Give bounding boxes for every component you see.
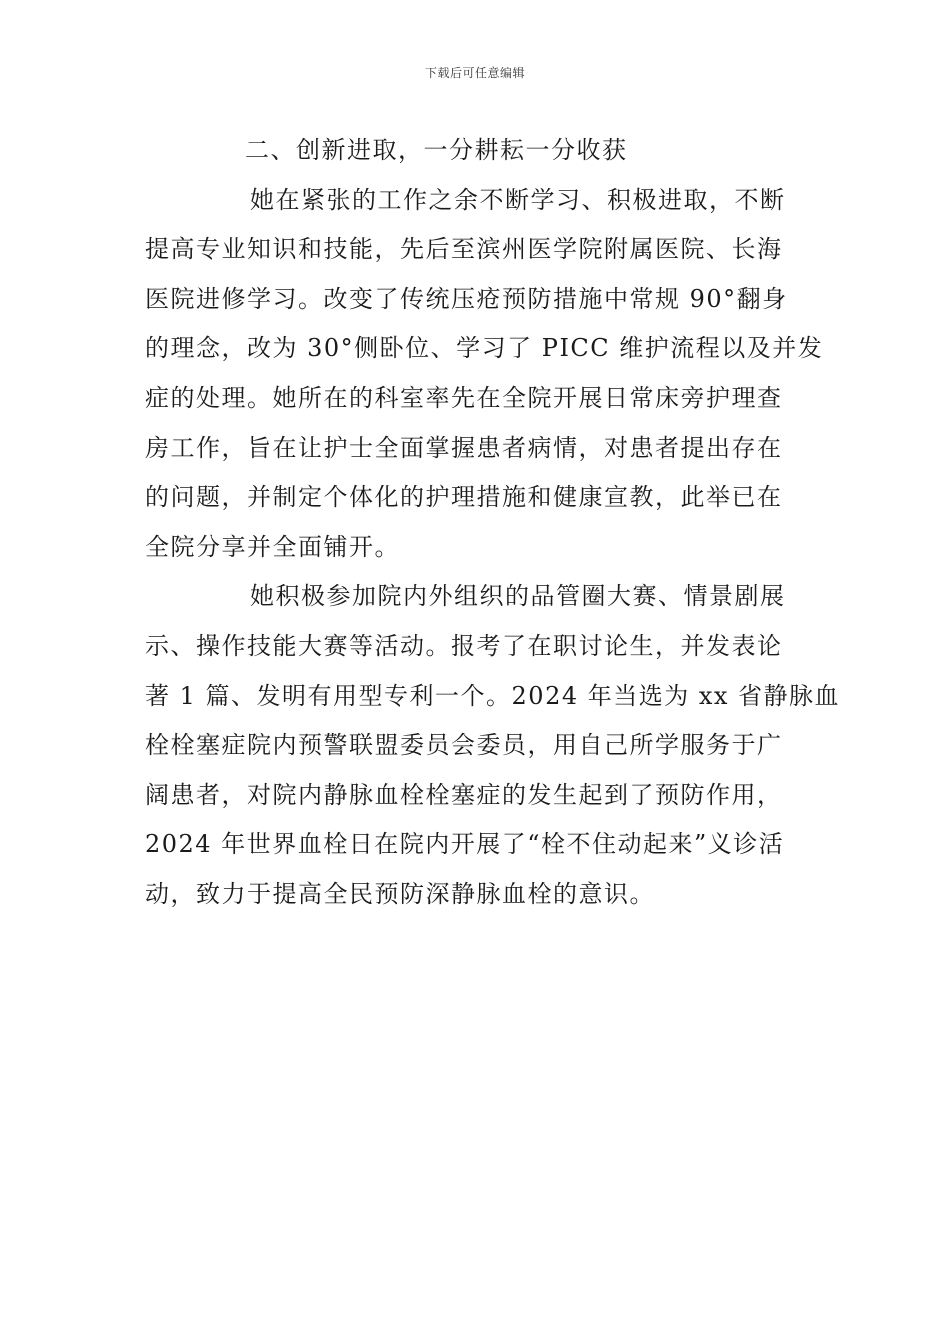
paragraph-line: 的问题，并制定个体化的护理措施和健康宣教，此举已在 — [145, 483, 783, 512]
paragraph-line: 阔患者，对院内静脉血栓栓塞症的发生起到了预防作用， — [145, 780, 783, 809]
section-heading: 二、创新进取，一分耕耘一分收获 — [245, 136, 628, 164]
paragraph-2 — [145, 572, 841, 919]
paragraph-line: 提高专业知识和技能，先后至滨州医学院附属医院、长海 — [145, 235, 783, 264]
paragraph-line: 栓栓塞症院内预警联盟委员会委员，用自己所学服务于广 — [145, 731, 783, 760]
paragraph-line: 著 1 篇、发明有用型专利一个。2024 年当选为 xx 省静脉血 — [145, 681, 841, 710]
paragraph-line: 症的处理。她所在的科室率先在全院开展日常床旁护理查 — [145, 383, 783, 412]
paragraph-line: 的理念，改为 30°侧卧位、学习了 PICC 维护流程以及并发 — [145, 334, 824, 363]
page-header-note: 下载后可任意编辑 — [424, 66, 525, 80]
document-body — [145, 126, 841, 920]
paragraph-line: 她积极参加院内外组织的品管圈大赛、情景剧展 — [250, 582, 786, 611]
paragraph-line: 医院进修学习。改变了传统压疮预防措施中常规 90°翻身 — [145, 284, 788, 313]
paragraph-line: 全院分享并全面铺开。 — [145, 532, 400, 561]
paragraph-line: 2024 年世界血栓日在院内开展了“栓不住动起来”义诊活 — [145, 830, 785, 859]
paragraph-1 — [145, 176, 824, 573]
paragraph-line: 示、操作技能大赛等活动。报考了在职讨论生，并发表论 — [145, 631, 783, 660]
paragraph-line: 动，致力于提高全民预防深静脉血栓的意识。 — [145, 879, 655, 908]
paragraph-line: 房工作，旨在让护士全面掌握患者病情，对患者提出存在 — [145, 433, 783, 462]
paragraph-line: 她在紧张的工作之余不断学习、积极进取，不断 — [250, 185, 786, 214]
